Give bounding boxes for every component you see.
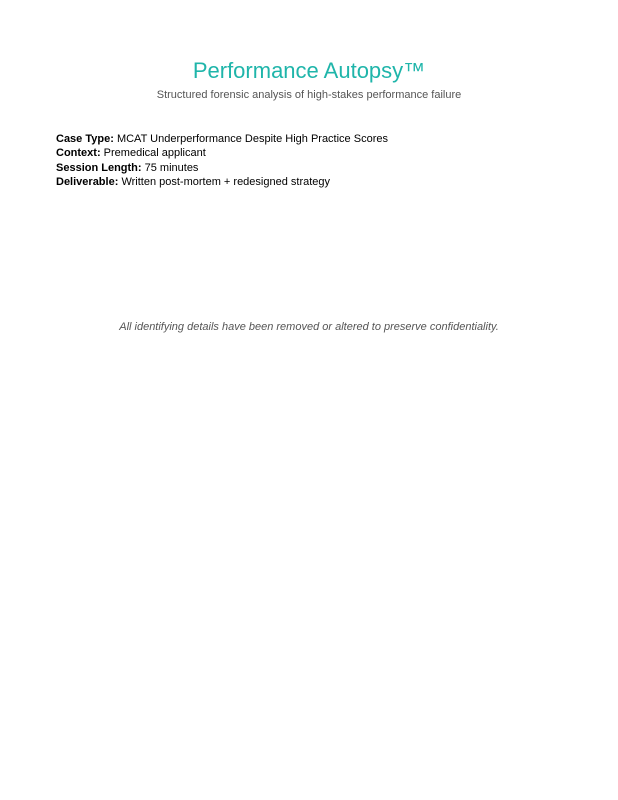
detail-deliverable	[56, 175, 576, 189]
detail-value: MCAT Underperformance Despite High Practice Scores	[116, 133, 388, 145]
confidentiality-note: All identifying details have been removed or altered to preserve confidentiality.	[119, 321, 499, 333]
detail-label: Context:	[56, 147, 101, 160]
detail-context	[56, 146, 576, 160]
page-title: Performance Autopsy™	[192, 58, 426, 83]
detail-label: Case Type:	[56, 133, 114, 145]
detail-label: Session Length:	[56, 161, 142, 174]
detail-label: Deliverable:	[56, 176, 119, 189]
detail-value: Written post-mortem + redesigned strategy	[121, 176, 331, 189]
detail-session-length	[56, 161, 576, 175]
detail-value: 75 minutes	[144, 161, 199, 174]
detail-value: Premedical applicant	[103, 147, 206, 160]
page-subtitle: Structured forensic analysis of high-stakes performance failure	[156, 89, 462, 101]
detail-case-type	[56, 132, 576, 146]
case-details	[56, 132, 576, 190]
